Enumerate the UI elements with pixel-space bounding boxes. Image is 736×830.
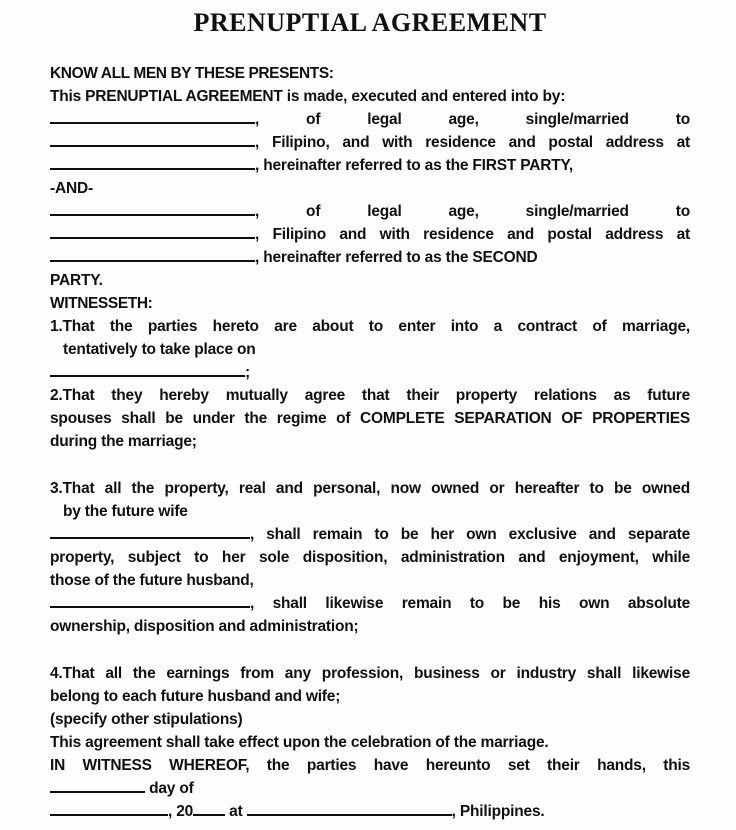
intro-line	[50, 85, 690, 108]
day-of-line	[50, 777, 690, 800]
text-run: , of legal age, single/married to	[255, 111, 690, 128]
clause-2-line-3	[50, 430, 690, 453]
document-title: PRENUPTIAL AGREEMENT	[193, 8, 547, 37]
clause-3-husband-blank-line	[50, 592, 690, 615]
section-gap-2	[50, 638, 690, 662]
witnesseth-heading	[50, 292, 690, 315]
text-run: 3.That all the property, real and personal, now owned or hereafter to be owned	[50, 480, 690, 497]
text-run: , Filipino and with residence and postal address at	[255, 226, 690, 243]
clause-1-line-1	[50, 315, 690, 338]
text-run: KNOW ALL MEN BY THESE PRESENTS:	[50, 65, 334, 82]
text-run: ownership, disposition and administration;	[50, 618, 359, 635]
text-run: , shall likewise remain to be his own absolute	[250, 595, 690, 612]
section-gap-1	[50, 453, 690, 477]
fill-in-blank	[50, 132, 255, 147]
witness-whereof-line	[50, 754, 690, 777]
fill-in-blank	[50, 247, 255, 262]
text-run: 4.That all the earnings from any profession, business or industry shall likewise	[50, 665, 690, 682]
text-run: spouses shall be under the regime of COMPLETE SEPARATION OF PROPERTIES	[50, 410, 690, 427]
fill-in-blank	[50, 201, 255, 216]
second-party-name-line	[50, 200, 690, 223]
text-run: day of	[145, 780, 194, 797]
document-body	[50, 62, 690, 823]
fill-in-blank	[50, 362, 245, 377]
fill-in-blank	[247, 801, 452, 816]
fill-in-blank	[50, 109, 255, 124]
fill-in-blank	[50, 593, 250, 608]
clause-1-line-2	[50, 338, 690, 361]
clause-3-line-1	[50, 477, 690, 500]
text-run: 2.That they hereby mutually agree that their property relations as future	[50, 387, 690, 404]
text-run: belong to each future husband and wife;	[50, 688, 341, 705]
text-run: , 20	[168, 803, 194, 820]
first-party-address-line	[50, 131, 690, 154]
text-run: at	[225, 803, 247, 820]
text-run: This agreement shall take effect upon the celebration of the marriage.	[50, 734, 549, 751]
text-run: , Filipino, and with residence and postal address at	[255, 134, 690, 151]
text-run: , of legal age, single/married to	[255, 203, 690, 220]
text-run: during the marriage;	[50, 433, 197, 450]
second-party-address-line	[50, 223, 690, 246]
text-run: PARTY.	[50, 272, 103, 289]
fill-in-blank	[50, 801, 168, 816]
clause-3-line-5	[50, 569, 690, 592]
first-party-name-line	[50, 108, 690, 131]
clause-3-line-2	[50, 500, 690, 523]
text-run: (specify other stipulations)	[50, 711, 243, 728]
text-run: by the future wife	[63, 503, 188, 520]
text-run: , hereinafter referred to as the FIRST PARTY,	[255, 157, 574, 174]
text-run: This PRENUPTIAL AGREEMENT is made, executed and entered into by:	[50, 88, 566, 105]
text-run: , shall remain to be her own exclusive and separate	[250, 526, 690, 543]
clause-2-line-2	[50, 407, 690, 430]
text-run: 1.That the parties hereto are about to enter into a contract of marriage,	[50, 318, 690, 335]
clause-4-line-2	[50, 685, 690, 708]
clause-4-line-1	[50, 662, 690, 685]
text-run: IN WITNESS WHEREOF, the parties have hereunto set their hands, this	[50, 757, 690, 774]
clause-3-line-4	[50, 546, 690, 569]
fill-in-blank	[50, 524, 250, 539]
party-continuation-line	[50, 269, 690, 292]
text-run: tentatively to take place on	[63, 341, 256, 358]
clause-1-date-blank-line	[50, 361, 690, 384]
effectivity-line	[50, 731, 690, 754]
fill-in-blank	[50, 224, 255, 239]
text-run: WITNESSETH:	[50, 295, 153, 312]
text-run: , Philippines.	[451, 803, 545, 820]
second-party-designation-line	[50, 246, 690, 269]
text-run: -AND-	[50, 180, 93, 197]
date-place-line	[50, 800, 690, 823]
text-run: property, subject to her sole disposition, administration and enjoyment, while	[50, 549, 690, 566]
and-separator	[50, 177, 690, 200]
fill-in-blank	[50, 155, 255, 170]
first-party-designation-line	[50, 154, 690, 177]
text-run: , hereinafter referred to as the SECOND	[255, 249, 538, 266]
text-run: those of the future husband,	[50, 572, 254, 589]
clause-3-line-7	[50, 615, 690, 638]
clause-2-line-1	[50, 384, 690, 407]
know-all-men-heading	[50, 62, 690, 85]
fill-in-blank	[193, 801, 225, 816]
fill-in-blank	[50, 778, 145, 793]
clause-3-wife-blank-line	[50, 523, 690, 546]
text-run: ;	[245, 364, 250, 381]
specify-stipulations-line	[50, 708, 690, 731]
